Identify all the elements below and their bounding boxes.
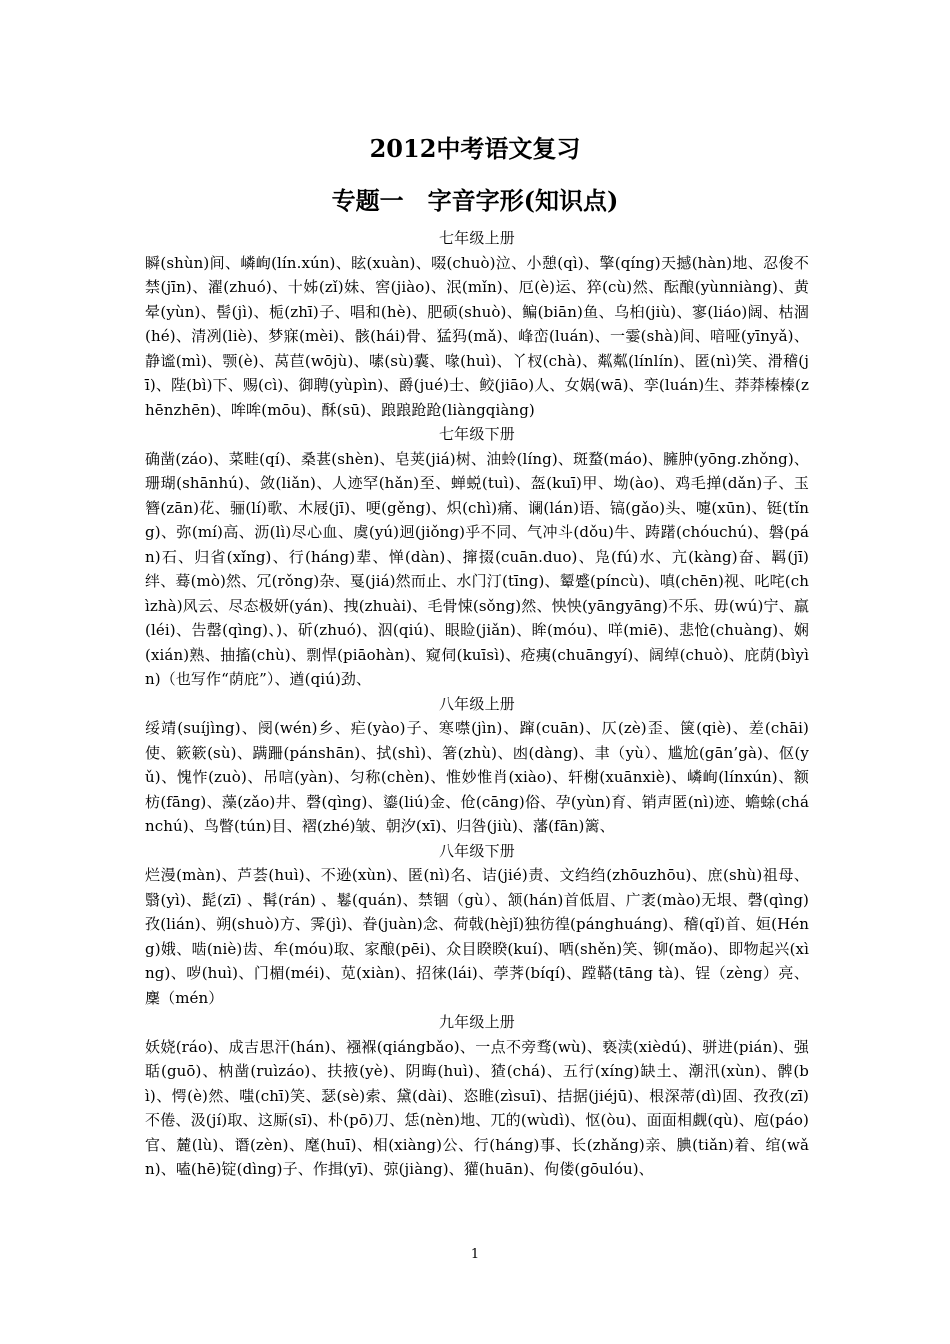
section-heading-grade8-vol2: 八年级下册 (438, 841, 515, 860)
section-text-grade9-vol1: 妖娆(ráo)、成吉思汗(hán)、襁褓(qiángbǎo)、一点不旁骛(wù)、亵渎(xièdú)、骈进(pián)、强聒(guō)、枘凿(ruìzáo)、扶掖(yè)、阴晦(huì)、猹(chá)、五行(xíng)缺土、潮汛(xùn)、髀(bì)、愕(è)然、嗤(chī)笑、瑟(sè)索、黛(dài)、恣睢(zìsuī)、拮据(jiéjū)、根深蒂(dì)固、孜孜(zī)不倦、汲(jí)取、这厮(sī)、朴(pō)刀、恁(nèn)地、兀的(wùdì)、怄(òu)、面面相觑(qù)、庖(páo)官、麓(lù)、谮(zèn)、麾(huī)、相(xiàng)公、行(háng)事、长(zhǎng)亲、腆(tiǎn)着、绾(wǎn)、嗑(hē)锭(dìng)子、作揖(yī)、弶(jiàng)、獾(huān)、佝偻(gōulóu)、 (145, 1037, 809, 1178)
section-heading-grade7-vol1: 七年级上册 (438, 229, 515, 247)
section-heading-grade7-vol2: 七年级下册 (438, 425, 515, 443)
section-heading-grade8-vol1: 八年级上册 (438, 694, 515, 713)
document-subtitle: 专题一 字音字形(知识点) (331, 186, 619, 215)
section-text-grade8-vol1: 绥靖(suíjìng)、阌(wén)乡、疟(yào)子、寒噤(jìn)、蹿(cuān)、仄(zè)歪、箧(qiè)、差(chāi)使、簌簌(sù)、蹒跚(pánshān)、拭(shì)、箸(zhù)、凼(dàng)、聿（yù）、尴尬(gān’gà)、伛(yǔ)、愧怍(zuò)、吊唁(yàn)、匀称(chèn)、惟妙惟肖(xiào)、轩榭(xuānxiè)、嶙峋(línxún)、额枋(fāng)、藻(zǎo)井、磬(qìng)、鎏(liú)金、伧(cāng)俗、孕(yùn)育、销声匿(nì)迹、蟾蜍(chánchú)、鸟瞥(tún)目、褶(zhé)皱、朝汐(xī)、归咎(jiù)、藩(fān)篱、 (145, 719, 809, 835)
document-body (145, 226, 809, 1182)
section-heading-grade9-vol1: 九年级上册 (438, 1013, 515, 1031)
page-number: 1 (470, 1247, 480, 1262)
section-text-grade7-vol2: 确凿(záo)、菜畦(qí)、桑葚(shèn)、皂荚(jiá)树、油蛉(líng)、斑蝥(máo)、臃肿(yōng.zhǒng)、珊瑚(shānhú)、敛(liǎn)、人迹罕(hǎn)至、蝉蜕(tuì)、盔(kuī)甲、坳(ào)、鸡毛掸(dǎn)子、玉簪(zān)花、骊(lí)歌、木屐(jī)、哽(gěng)、炽(chì)痛、谰(lán)语、镐(gǎo)头、嚏(xūn)、铤(tǐng)、弥(mí)高、沥(lì)尽心血、虞(yú)迥(jiǒng)乎不同、气冲斗(dǒu)牛、踌躇(chóuchú)、磐(pán)石、归省(xǐng)、行(háng)辈、惮(dàn)、撺掇(cuān.duo)、凫(fú)水、亢(kàng)奋、羁(jī)绊、蓦(mò)然、冗(rǒng)杂、戛(jiá)然而止、水门汀(tīng)、颦蹙(píncù)、嗔(chēn)视、叱咤(chìzhà)风云、尽态极妍(yán)、拽(zhuài)、毛骨悚(sǒng)然、怏怏(yāngyāng)不乐、毋(wú)宁、羸(léi)、告罄(qìng)、)、斫(zhuó)、泅(qiú)、眼睑(jiǎn)、眸(móu)、咩(miē)、悲怆(chuàng)、娴(xián)熟、抽搐(chù)、剽悍(piāohàn)、窥伺(kuīsì)、疮痍(chuāngyí)、阔绰(chuò)、庇荫(bìyìn)（也写作“荫庇”）、遒(qiú)劲、 (145, 449, 809, 688)
section-text-grade8-vol2: 烂漫(màn)、芦荟(huì)、不逊(xùn)、匿(nì)名、诘(jié)责、文绉绉(zhōuzhōu)、庶(shù)祖母、翳(yì)、髭(zī) 、髯(rán) 、鬈(quán)、禁锢（gù）、颔(hán)首低眉、广袤(mào)无垠、磬(qìng)孜(lián)、朔(shuò)方、霁(jì)、眷(juàn)念、荷戟(hèjǐ)独彷徨(pánghuáng)、稽(qǐ)首、姮(Héng)娥、啮(niè)齿、牟(móu)取、家酿(pēi)、众目睽睽(kuí)、哂(shěn)笑、铆(mǎo)、即物起兴(xìng)、哕(huì)、门楣(méi)、苋(xiàn)、招徕(lái)、荸荠(bíqí)、蹚鞳(tāng tà)、锃（zèng）亮、麇（mén） (145, 866, 809, 1007)
section-text-grade7-vol1: 瞬(shùn)间、嶙峋(lín.xún)、眩(xuàn)、啜(chuò)泣、小憩(qì)、擎(qíng)天撼(hàn)地、忍俊不禁(jīn)、濯(zhuó)、十姊(zǐ)妹、窖(jiào)、泯(mǐn)、厄(è)运、猝(cù)然、酝酿(yùnniàng)、黄晕(yùn)、髻(jì)、栀(zhī)子、唱和(hè)、肥硕(shuò)、鳊(biān)鱼、乌桕(jiù)、寥(liáo)阔、枯涸(hé)、清冽(liè)、梦寐(mèi)、骸(hái)骨、猛犸(mǎ)、峰峦(luán)、一霎(shà)间、喑哑(yīnyǎ)、静谧(mì)、颚(è)、莴苣(wōjù)、嗉(sù)囊、喙(huì)、丫杈(chà)、粼粼(línlín)、匿(nì)笑、滑稽(jī)、陛(bì)下、赐(cì)、御聘(yùpìn)、爵(jué)士、鲛(jiāo)人、女娲(wā)、孪(luán)生、莽莽榛榛(zhēnzhēn)、哞哞(mōu)、酥(sū)、踉踉跄跄(liàngqiàng) (145, 253, 809, 419)
document-title: 2012中考语文复习 (369, 134, 581, 163)
